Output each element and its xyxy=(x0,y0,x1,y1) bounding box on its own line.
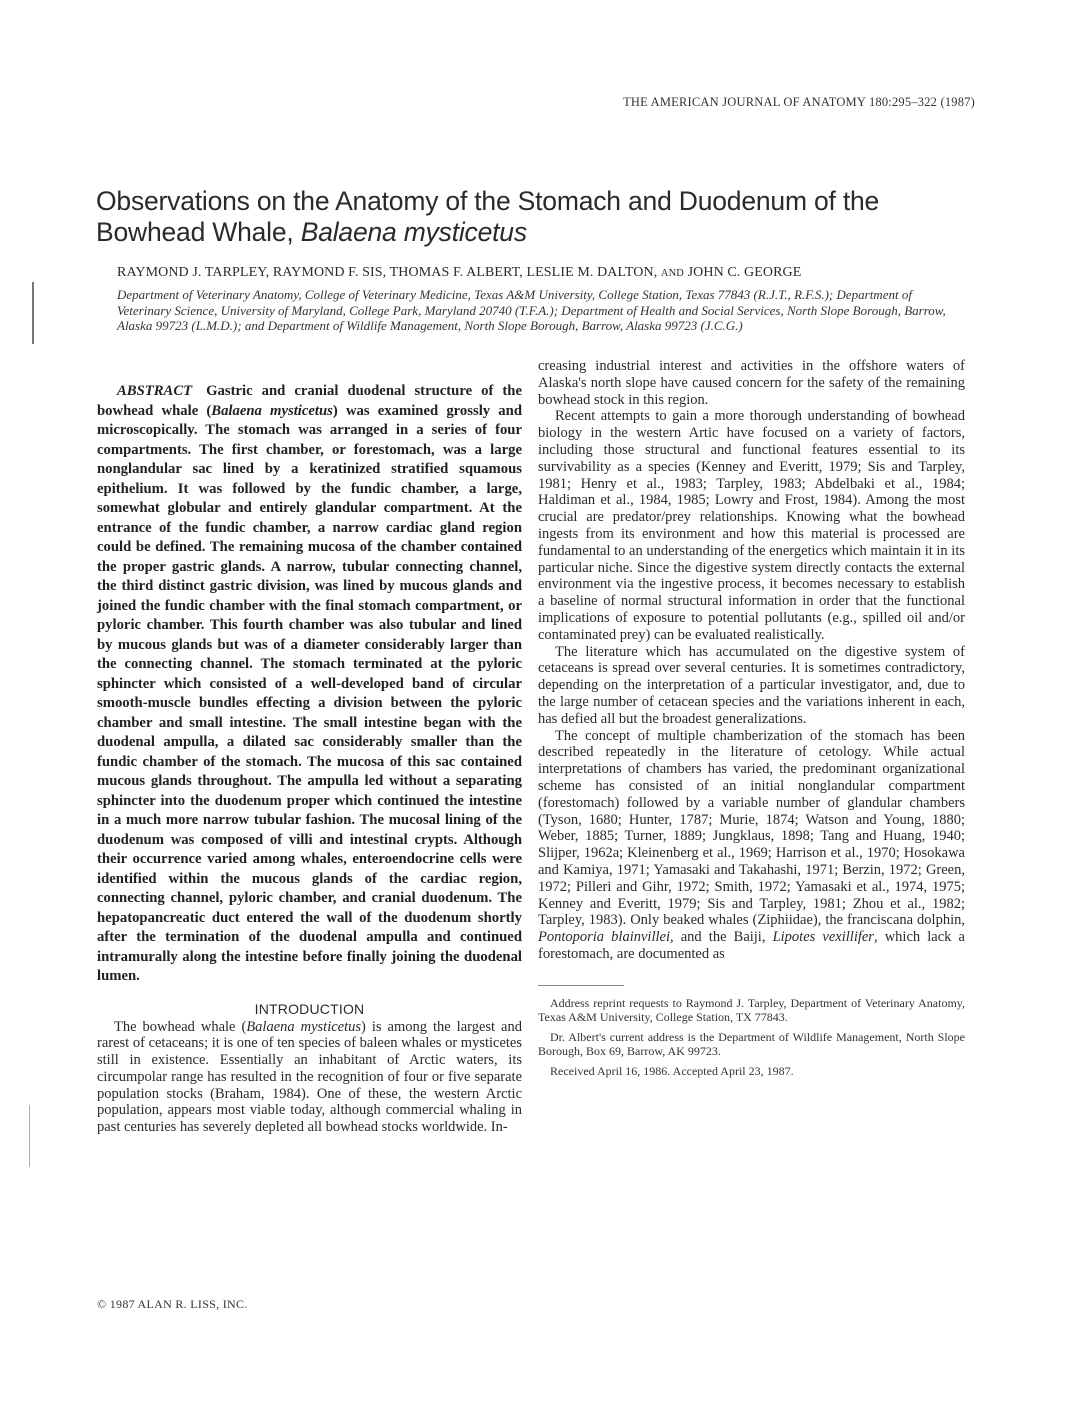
right-column xyxy=(538,358,965,1084)
intro-p4-text-c: , which lack a forestomach, are documented as xyxy=(538,929,965,962)
title-species: Balaena mysticetus xyxy=(300,217,527,247)
intro-paragraph-4 xyxy=(538,728,965,963)
abstract xyxy=(97,382,522,987)
intro-paragraph-2: Recent attempts to gain a more thorough understanding of bowhead biology in the western Artic have focused on a variety of factors, including those structural and functional features essential to its survivability as a species (Kenney and Everitt, 1979; Sis and Tarpley, 1981; Henry et al., 1983; Tarpley, 1983; Abdelbaki et al., 1984; Haldiman et al., 1984, 1985; Lowry and Frost, 1984). Among the most crucial are predator/prey relationships. Knowing what the bowhead ingests from its environment and how this material is processed are fundamental to an understanding of the energetics which maintain it in its particular niche. Since the digestive system directly contacts the external environment via the ingestive process, it becomes necessary to establish a baseline of normal structural information in order that the functional implications of exposure to potential pollutants (e.g., spilled oil and/or contaminated prey) can be evaluated realistically. xyxy=(538,408,965,643)
intro-p1-text-b: ) is among the largest and rarest of cetaceans; it is one of ten species of baleen whales or mysticetes still in existence. Essentially an inhabitant of Arctic waters, its circumpolar range has resulted in the recognition of four or five separate population stocks (Braham, 1984). One of these, the western Arctic population, appears most viable today, although commercial whaling in past centuries has severely depleted all bowhead stocks worldwide. In- xyxy=(97,1018,522,1136)
intro-p4-species-1: Pontoporia blainvillei xyxy=(538,929,670,946)
section-heading-introduction: INTRODUCTION xyxy=(254,1000,365,1017)
article-title xyxy=(96,186,996,248)
title-prefix: Bowhead Whale, xyxy=(96,217,301,247)
affiliations: Department of Veterinary Anatomy, College of Veterinary Medicine, Texas A&M University, College Station, Texas 77843 (R.J.T., R.F.S.); Department of Veterinary Science, University of Maryland, College Park, Maryland 20740 (T.F.A.); Department of Health and Social Services, North Slope Borough, Barrow, Alaska 99723 (L.M.D.); and Department of Wildlife Management, North Slope Borough, Barrow, Alaska 99723 (J.C.G.) xyxy=(117,287,946,334)
authors-last: JOHN C. GEORGE xyxy=(687,265,802,280)
authors-and: AND xyxy=(660,268,684,279)
footnote-address: Dr. Albert's current address is the Department of Wildlife Management, North Slope Borough, Box 69, Barrow, AK 99723. xyxy=(538,1029,965,1058)
title-line-1: Observations on the Anatomy of the Stomach and Duodenum of the xyxy=(96,186,880,216)
intro-paragraph-1 xyxy=(97,1019,522,1137)
scan-margin-mark-bottom xyxy=(29,1105,30,1167)
title-line-2 xyxy=(96,217,996,248)
intro-p1-species: Balaena mysticetus xyxy=(246,1018,362,1035)
intro-p4-species-2: Lipotes vexillifer xyxy=(772,929,874,946)
copyright: © 1987 ALAN R. LISS, INC. xyxy=(97,1297,248,1311)
scan-margin-mark-top xyxy=(32,282,34,344)
author-list xyxy=(117,265,801,281)
intro-paragraph-1-continued: creasing industrial interest and activities in the offshore waters of Alaska's north slope have caused concern for the safety of the remaining bowhead stock in this region. xyxy=(538,358,965,408)
footnote-reprint: Address reprint requests to Raymond J. Tarpley, Department of Veterinary Anatomy, Texas A&M University, College Station, TX 77843. xyxy=(538,995,965,1024)
intro-p1-text-a: The bowhead whale ( xyxy=(114,1018,247,1035)
left-column xyxy=(97,382,522,1136)
footnote-rule xyxy=(538,985,624,986)
intro-p4-text-a: The concept of multiple chamberization of the stomach has been described repeatedly in the literature of cetology. While actual interpretations of chambers has varied, the predominant organizational scheme has consisted of an initial nonglandular compartment (forestomach) followed by a variable number of glandular chambers (Tyson, 1680; Hunter, 1787; Murie, 1874; Watson and Young, 1880; Weber, 1885; Turner, 1889; Jungklaus, 1898; Tang and Huang, 1940; Slijper, 1962a; Kleinenberg et al., 1969; Harrison et al., 1970; Hosokawa and Kamiya, 1971; Yamasaki and Takahashi, 1971; Berzin, 1972; Green, 1972; Pilleri and Gihr, 1972; Smith, 1972; Yamasaki et al., 1974, 1975; Kenney and Everitt, 1979; Sis and Tarpley, 1981; Zhou et al., 1982; Tarpley, 1983). Only beaked whales (Ziphiidae), the franciscana dolphin, xyxy=(538,727,965,929)
intro-p4-text-b: , and the Baiji, xyxy=(669,929,773,946)
footnote-received: Received April 16, 1986. Accepted April 23, 1987. xyxy=(550,1063,794,1078)
abstract-species: Balaena mysticetus xyxy=(211,402,333,419)
abstract-text-2: ) was examined grossly and microscopically. The stomach was arranged in a series of four compartments. The first chamber, or forestomach, was a large nonglandular sac lined by a keratinized stratified squamous epithelium. It was followed by the fundic chamber, a large, somewhat globular and entirely glandular compartment. At the entrance of the fundic chamber, a narrow cardiac gland region could be defined. The remaining mucosa of the chamber contained the proper gastric glands. A narrow, tubular connecting channel, the third distinct gastric division, was lined by mucous glands and joined the fundic chamber with the final stomach compartment, or pyloric chamber. This fourth chamber was also tubular and lined by mucous glands but was of a diameter considerably larger than the connecting channel. The stomach terminated at the pyloric sphincter which consisted of a well-developed band of circular smooth-muscle bundles effecting a division between the pyloric chamber and small intestine. The small intestine began with the duodenal ampulla, a dilated sac considerably smaller than the fundic chamber of the stomach. The mucosa of this sac contained mucous glands throughout. The ampulla led without a separating sphincter into the duodenum proper which continued the intestine in a much more narrow tubular fashion. The mucosal lining of the duodenum was composed of villi and intestinal crypts. Although their occurrence varied among whales, enteroendocrine cells were identified within the mucous glands of the cardiac region, connecting channel, pyloric chamber, and cranial duodenum. The hepatopancreatic duct entered the wall of the duodenum shortly after the termination of the duodenal ampulla and continued intramurally along the intestine before finally joining the duodenal lumen. xyxy=(97,402,522,984)
abstract-text-1: Gastric and cranial duodenal structure of the bowhead whale ( xyxy=(97,383,522,419)
running-head: THE AMERICAN JOURNAL OF ANATOMY 180:295–322 (1987) xyxy=(623,95,975,109)
authors-main: RAYMOND J. TARPLEY, RAYMOND F. SIS, THOMAS F. ALBERT, LESLIE M. DALTON, xyxy=(117,265,658,280)
abstract-label: ABSTRACT xyxy=(117,383,193,399)
intro-paragraph-3: The literature which has accumulated on the digestive system of cetaceans is spread over several centuries. It is sometimes contradictory, depending on the interpretation of a particular investigator, and, due to the large number of cetacean species and the variations inherent in each, has defied all but the broadest generalizations. xyxy=(538,643,965,727)
